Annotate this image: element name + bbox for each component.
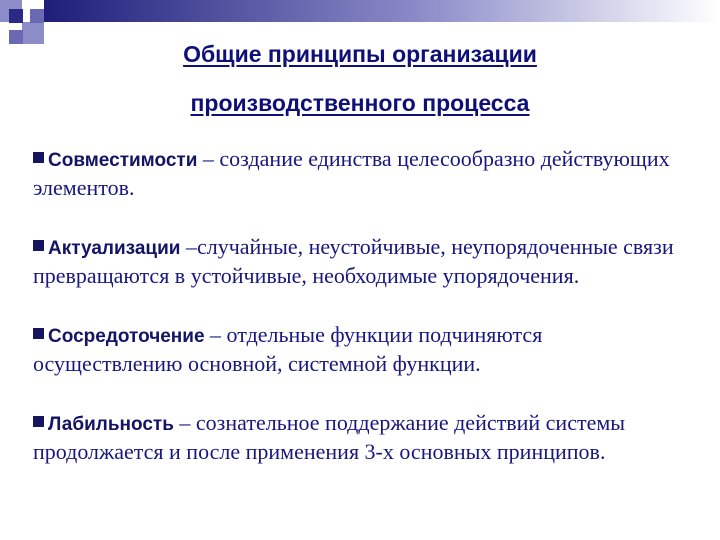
deco-square — [30, 9, 44, 23]
item-term: Лабильность — [48, 414, 174, 435]
list-item — [33, 321, 693, 377]
square-bullet-icon — [33, 328, 44, 339]
square-bullet-icon — [33, 152, 44, 163]
list-item — [33, 233, 693, 289]
square-bullet-icon — [33, 416, 44, 427]
principles-list — [33, 145, 693, 497]
deco-square — [9, 9, 23, 23]
item-term: Сосредоточение — [48, 326, 205, 347]
list-item — [33, 409, 693, 465]
item-text: – создание единства целесообразно действующих элементов. — [33, 146, 670, 200]
item-term: Совместимости — [48, 150, 198, 171]
list-item — [33, 145, 693, 201]
deco-square — [22, 22, 44, 44]
square-bullet-icon — [33, 240, 44, 251]
item-term: Актуализации — [48, 238, 181, 259]
item-text: –случайные, неустойчивые, неупорядоченные связи превращаются в устойчивые, необходимые упорядочения. — [33, 234, 674, 288]
slide-title-line-1: Общие принципы организации — [183, 41, 537, 67]
slide-title-line-2: производственного процесса — [190, 90, 530, 116]
deco-square — [9, 30, 23, 44]
header-gradient-bar — [44, 0, 720, 22]
item-text: – сознательное поддержание действий системы продолжается и после применения 3-х основных принципов. — [33, 410, 626, 464]
item-text: – отдельные функции подчиняются осуществлению основной, системной функции. — [33, 322, 543, 376]
